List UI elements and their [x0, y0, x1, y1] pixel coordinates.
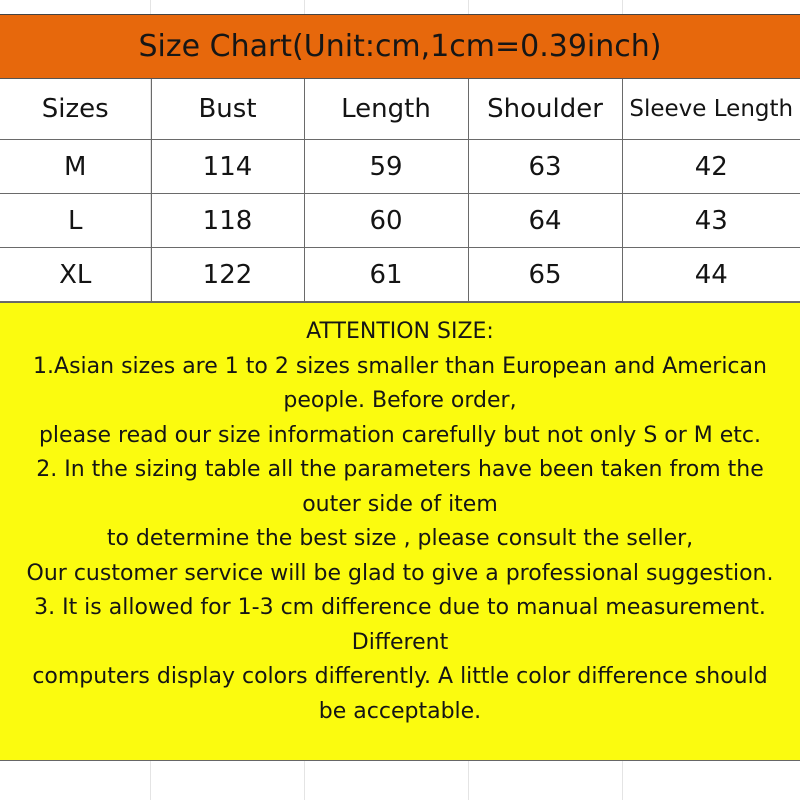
notice-line: Our customer service will be glad to give a professional suggestion.	[26, 560, 774, 586]
header-bust: Bust	[151, 79, 304, 140]
cell-bust: 114	[151, 140, 304, 194]
size-table	[0, 79, 800, 302]
notice-line: 3. It is allowed for 1-3 cm difference due to manual measurement.	[34, 595, 766, 620]
cell-length: 59	[304, 140, 468, 194]
table-row	[0, 248, 800, 302]
table-row	[0, 194, 800, 248]
header-shoulder: Shoulder	[468, 79, 622, 140]
cell-bust: 122	[151, 248, 304, 302]
notice-line: be acceptable.	[318, 698, 482, 724]
notice-line: please read our size information carefully but not only S or M etc.	[38, 422, 762, 448]
size-chart	[0, 14, 800, 761]
header-length: Length	[304, 79, 468, 140]
cell-sleeve-length: 43	[622, 194, 800, 248]
notice-line: outer side of item	[302, 491, 498, 517]
cell-size: M	[0, 140, 151, 194]
notice-line: 2. In the sizing table all the parameters have been taken from the	[36, 457, 764, 482]
notice-line: people. Before order,	[283, 388, 517, 413]
cell-shoulder: 64	[468, 194, 622, 248]
header-sleeve-length: Sleeve Length	[622, 79, 800, 140]
cell-shoulder: 65	[468, 248, 622, 302]
header-sizes: Sizes	[0, 79, 151, 140]
attention-notice	[0, 302, 800, 761]
cell-bust: 118	[151, 194, 304, 248]
table-header-row	[0, 79, 800, 140]
notice-line: computers display colors differently. A little color difference should	[32, 664, 768, 689]
cell-size: L	[0, 194, 151, 248]
cell-length: 61	[304, 248, 468, 302]
cell-sleeve-length: 44	[622, 248, 800, 302]
notice-line: to determine the best size , please consult the seller,	[106, 526, 694, 551]
notice-line: 1.Asian sizes are 1 to 2 sizes smaller than European and American	[33, 353, 767, 379]
size-chart-title: Size Chart(Unit:cm,1cm=0.39inch)	[0, 15, 800, 79]
cell-shoulder: 63	[468, 140, 622, 194]
table-row	[0, 140, 800, 194]
notice-line: Different	[351, 629, 449, 655]
notice-heading: ATTENTION SIZE:	[306, 319, 494, 344]
cell-size: XL	[0, 248, 151, 302]
cell-length: 60	[304, 194, 468, 248]
cell-sleeve-length: 42	[622, 140, 800, 194]
